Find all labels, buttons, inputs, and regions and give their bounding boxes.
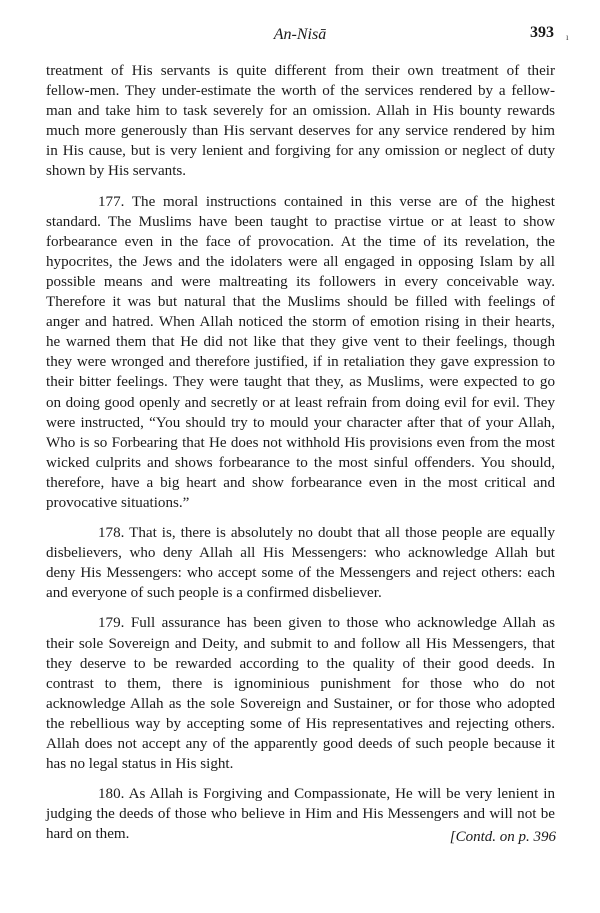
text-line: 177. The moral instructions contained in this verse are of the highest xyxy=(98,193,555,210)
text-line: their bitter feelings. They were taught that they, as Muslims, were expected to go xyxy=(46,374,555,391)
text-line: the rebellious way by accepting some of His representatives and rejecting others. xyxy=(46,715,555,732)
text-line: possible means and were maltreating its followers in every conceivable way. xyxy=(46,273,555,290)
paragraph-note-179 xyxy=(46,613,555,774)
text-line: judging the deeds of those who believe in Him and His Messengers and will not be xyxy=(46,806,555,823)
page-body xyxy=(46,61,555,844)
text-line: Allah does not accept any of the apparently good deeds of such people because it xyxy=(46,736,555,752)
text-line: deny His Messengers: who accept some of the Messengers and reject others: each xyxy=(46,565,555,582)
text-line: acknowledge Allah as the sole Sovereign and Sustainer, or for those who adopted xyxy=(46,695,555,712)
text-line: 178. That is, there is absolutely no doubt that all those people are equally xyxy=(98,525,555,542)
text-line: they deserve to be rewarded according to the quality of their good deeds. In xyxy=(46,655,555,672)
page-number: 393 xyxy=(530,24,554,41)
text-line: in His cause, but is very lenient and forgiving for any omission or neglect of duty xyxy=(46,143,555,160)
text-line: provocative situations.” xyxy=(46,494,190,511)
text-line: much more generously than His servant deserves for any service rendered by him xyxy=(46,123,555,140)
text-line: they were wronged and therefore justified, if in retaliation they gave expression to xyxy=(46,354,555,371)
text-line: 180. As Allah is Forgiving and Compassionate, He will be very lenient in xyxy=(98,786,555,803)
text-line: he warned them that He did not like that they give vent to their feelings, though xyxy=(46,334,555,351)
text-line: hypocrites, the Jews and the idolaters were all engaged in opposing Islam by all xyxy=(46,253,555,270)
text-line: hard on them. xyxy=(46,826,130,843)
text-line: standard. The Muslims have been taught to practise virtue or at least to show xyxy=(46,213,555,230)
text-line: on doing good openly and secretly or at least refrain from doing evil for evil. They xyxy=(46,394,555,411)
text-line: fellow-men. They under-estimate the worth of the services rendered by a fellow- xyxy=(46,83,555,100)
text-line: anger and hatred. When Allah noticed the storm of emotion rising in their hearts, xyxy=(46,314,555,331)
continuation-note: [Contd. on p. 396 xyxy=(449,829,556,845)
text-line: contrast to them, there is ignominious punishment for those who do not xyxy=(46,675,555,692)
text-line: shown by His servants. xyxy=(46,163,187,180)
paragraph-note-177 xyxy=(46,192,555,514)
paragraph-note-178 xyxy=(46,523,555,603)
text-line: forbearance even in the face of provocation. At the time of its revelation, the xyxy=(46,233,555,250)
text-line: has no legal status in His sight. xyxy=(46,756,234,773)
text-line: and everyone of such people is a confirmed disbeliever. xyxy=(46,585,382,602)
text-line: therefore, have a big heart and show forbearance even in the most critical and xyxy=(46,474,555,491)
scan-mark: ı xyxy=(566,32,569,42)
text-line: Who is so Forbearing that He does not withhold His provisions even from the most xyxy=(46,434,555,451)
text-line: disbelievers, who deny Allah all His Messengers: who acknowledge Allah but xyxy=(46,545,555,562)
text-line: 179. Full assurance has been given to those who acknowledge Allah as xyxy=(98,615,555,632)
text-line: wicked culprits and shows forbearance to the most sinful offenders. You should, xyxy=(46,454,555,471)
text-line: their sole Sovereign and Deity, and submit to and follow all His Messengers, that xyxy=(46,635,555,652)
text-line: were instructed, “You should try to mould your character after that of your Allah, xyxy=(46,414,555,431)
running-title: An-Nisā xyxy=(273,26,327,43)
page-header xyxy=(0,24,600,46)
text-line: man and take him to task severely for an omission. Allah in His bounty rewards xyxy=(46,103,555,120)
text-line: Therefore it was but natural that the Muslims should be filled with feelings of xyxy=(46,294,555,311)
text-line: treatment of His servants is quite different from their own treatment of their xyxy=(46,63,555,79)
paragraph-continuation xyxy=(46,61,555,182)
